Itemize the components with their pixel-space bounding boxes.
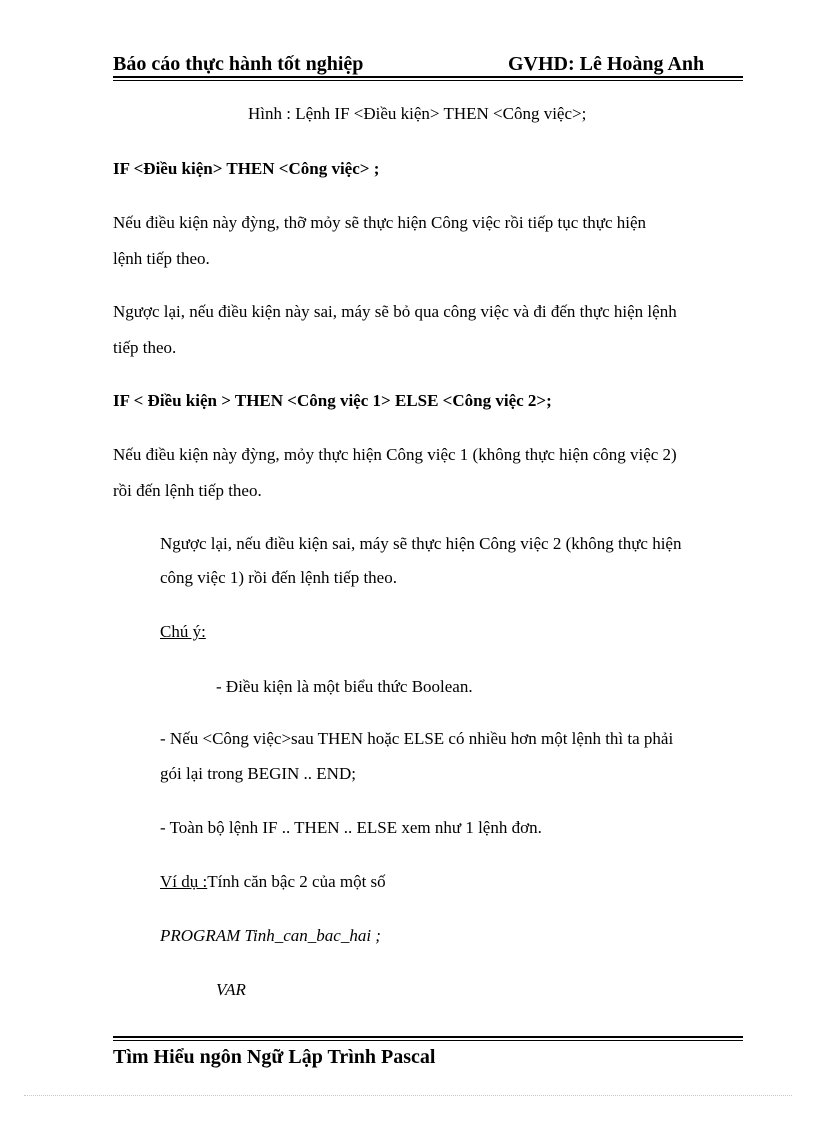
paragraph-2-line-1: Ngược lại, nếu điều kiện này sai, máy sẽ bỏ qua công việc và đi đến thực hiện lệnh — [113, 302, 677, 321]
syntax-if-then: IF <Điều kiện> THEN <Công việc> ; — [113, 159, 380, 178]
example-line — [160, 872, 386, 892]
syntax-if-then-else: IF < Điều kiện > THEN <Công việc 1> ELSE <Công việc 2>; — [113, 391, 552, 410]
paragraph-1-line-1: Nếu điều kiện này đỳng, thỡ mỏy sẽ thực hiện Công việc rồi tiếp tục thực hiện — [113, 213, 647, 232]
paragraph-1-line-2: lệnh tiếp theo. — [113, 249, 210, 268]
footer-rule-bottom — [113, 1040, 743, 1041]
header-title: Báo cáo thực hành tốt nghiệp — [113, 53, 364, 75]
note-title: Chú ý: — [160, 622, 206, 641]
example-label: Ví dụ : — [160, 872, 208, 891]
example-text: Tính căn bậc 2 của một số — [207, 872, 386, 891]
note-2-line-1: - Nếu <Công việc>sau THEN hoặc ELSE có nhiều hơn một lệnh thì ta phải — [160, 729, 674, 748]
header-advisor: GVHD: Lê Hoàng Anh — [508, 53, 705, 75]
header-rule-top — [113, 76, 743, 78]
figure-caption: Hình : Lệnh IF <Điều kiện> THEN <Công việc>; — [248, 104, 587, 123]
footer-rule-top — [113, 1036, 743, 1038]
header-rule-bottom — [113, 80, 743, 81]
paragraph-4-line-1: Ngược lại, nếu điều kiện sai, máy sẽ thực hiện Công việc 2 (không thực hiện — [160, 534, 682, 553]
paragraph-3-line-1: Nếu điều kiện này đỳng, mỏy thực hiện Công việc 1 (không thực hiện công việc 2) — [113, 445, 677, 464]
note-2-line-2: gói lại trong BEGIN .. END; — [160, 764, 356, 783]
note-1: - Điều kiện là một biểu thức Boolean. — [216, 677, 473, 696]
code-line-var: VAR — [216, 980, 246, 999]
note-3: - Toàn bộ lệnh IF .. THEN .. ELSE xem như 1 lệnh đơn. — [160, 818, 542, 837]
page-bottom-dotted-line — [24, 1095, 792, 1096]
paragraph-4-line-2: công việc 1) rồi đến lệnh tiếp theo. — [160, 568, 397, 587]
footer-title: Tìm Hiểu ngôn Ngữ Lập Trình Pascal — [113, 1046, 436, 1068]
paragraph-2-line-2: tiếp theo. — [113, 338, 177, 357]
paragraph-3-line-2: rồi đến lệnh tiếp theo. — [113, 481, 262, 500]
code-line-program: PROGRAM Tinh_can_bac_hai ; — [160, 926, 381, 945]
